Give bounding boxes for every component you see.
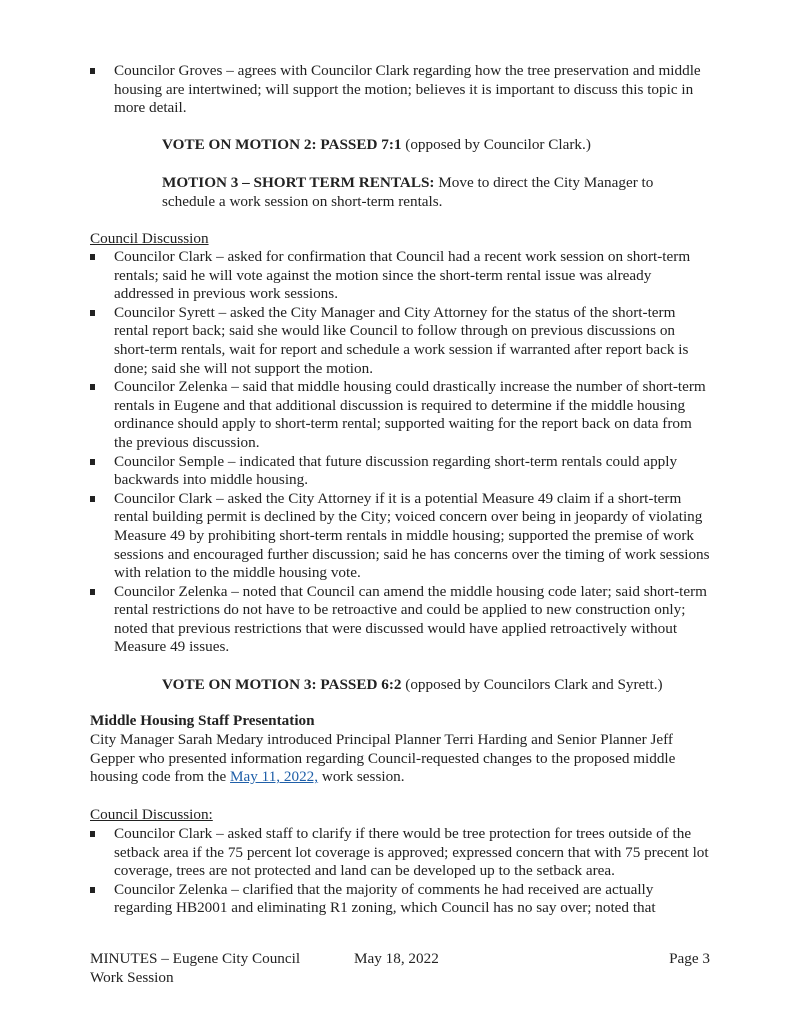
bullet-text: Councilor Zelenka – noted that Council can amend the middle housing code later; said short-term rental restrictions do not have to be retroactive and could be applied to new construction only; noted that previous restrictions that were discussed would have applied retroactively without Measure 49 issues.: [114, 582, 707, 656]
list-item: [90, 825, 710, 881]
meeting-date-link[interactable]: May 11, 2022,: [230, 768, 319, 786]
vote-motion-3-label: VOTE ON MOTION 3: PASSED 6:2: [162, 676, 402, 693]
bullet-text: Councilor Semple – indicated that future discussion regarding short-term rentals could apply backwards into middle housing.: [114, 452, 678, 489]
footer-title-line-1: MINUTES – Eugene City Council: [90, 950, 301, 967]
bullet-text: Councilor Clark – asked staff to clarify if there would be tree protection for trees outside of the setback area if the 75 percent lot coverage is approved; expressed concern that with 75 precent lot coverage, trees are not protected and land can be developed up to the setback area.: [114, 825, 709, 880]
list-item: [90, 304, 710, 378]
bullet-text: Councilor Groves – agrees with Councilor Clark regarding how the tree preservation and middle housing are intertwined; will support the motion; believes it is important to discuss this topic in more detail.: [114, 62, 701, 117]
square-bullet-icon: [90, 496, 95, 502]
footer-title-line-2: Work Session: [90, 968, 174, 986]
list-item: [90, 583, 710, 657]
bullet-text: Councilor Syrett – asked the City Manager and City Attorney for the status of the short-term rental report back; said she would like Council to follow through on previous discussions on short-term rentals, wait for report and schedule a work session if warranted after report back is done; said she will not support the motion.: [114, 303, 689, 377]
square-bullet-icon: [90, 384, 95, 390]
vote-motion-3: [162, 676, 722, 695]
list-item: [90, 248, 710, 304]
section-label-council-discussion-2: Council Discussion:: [90, 806, 213, 823]
motion-3-label: MOTION 3 – SHORT TERM RENTALS:: [162, 174, 435, 191]
square-bullet-icon: [90, 254, 95, 260]
motion-3: [162, 174, 702, 211]
bullet-text: Councilor Clark – asked the City Attorney if it is a potential Measure 49 claim if a short-term rental building permit is declined by the City; voiced concern over being in jeopardy of violating Measure 49 by prohibiting short-term rentals in middle housing; supported the premise of work sessions and encouraged further discussion; said he has concerns over the timing of work sessions with relation to the middle housing vote.: [114, 489, 710, 582]
section-heading-staff-presentation: Middle Housing Staff Presentation: [90, 712, 315, 729]
bullet-list-discussion-1: [90, 248, 710, 657]
square-bullet-icon: [90, 831, 95, 837]
page-footer: [90, 950, 710, 990]
bullet-list-discussion-2: [90, 825, 710, 918]
bullet-text: Councilor Clark – asked for confirmation that Council had a recent work session on short-term rentals; said he will vote against the motion since the short-term rental issue was already addressed in previous work sessions.: [114, 248, 691, 303]
staff-presentation-text-end: work session.: [318, 768, 405, 786]
staff-presentation-paragraph: [90, 731, 720, 787]
bullet-text: Councilor Zelenka – clarified that the majority of comments he had received are actually regarding HB2001 and eliminating R1 zoning, which Council has no say over; noted that: [114, 880, 656, 917]
list-item: [90, 378, 710, 452]
vote-motion-3-detail: (opposed by Councilors Clark and Syrett.): [401, 676, 663, 693]
list-item: [90, 453, 710, 490]
vote-motion-2-label: VOTE ON MOTION 2: PASSED 7:1: [162, 136, 402, 153]
list-item: [90, 62, 710, 118]
footer-date: May 18, 2022: [354, 950, 439, 967]
footer-document-title: [90, 950, 300, 987]
square-bullet-icon: [90, 310, 95, 316]
vote-motion-2-detail: (opposed by Councilor Clark.): [401, 136, 591, 153]
motion-3-text: Move to direct the City Manager to schedule a work session on short-term rentals.: [162, 174, 654, 210]
footer-page-number: Page 3: [669, 950, 710, 967]
bullet-list-top: [90, 62, 710, 118]
vote-motion-2: [162, 136, 722, 155]
bullet-text: Councilor Zelenka – said that middle housing could drastically increase the number of short-term rentals in Eugene and that additional discussion is required to determine if the middle housing ordinance should apply to short-term rental; supported waiting for the report back on data from the previous discussion.: [114, 378, 706, 451]
square-bullet-icon: [90, 68, 95, 74]
staff-presentation-text: City Manager Sarah Medary introduced Principal Planner Terri Harding and Senior Planner Jeff Gepper who presented information regarding Council-requested changes to the proposed middle housing code from the: [90, 731, 676, 786]
square-bullet-icon: [90, 887, 95, 893]
square-bullet-icon: [90, 589, 95, 595]
section-label-council-discussion: Council Discussion: [90, 230, 209, 247]
square-bullet-icon: [90, 459, 95, 465]
list-item: [90, 490, 710, 583]
list-item: [90, 881, 710, 918]
